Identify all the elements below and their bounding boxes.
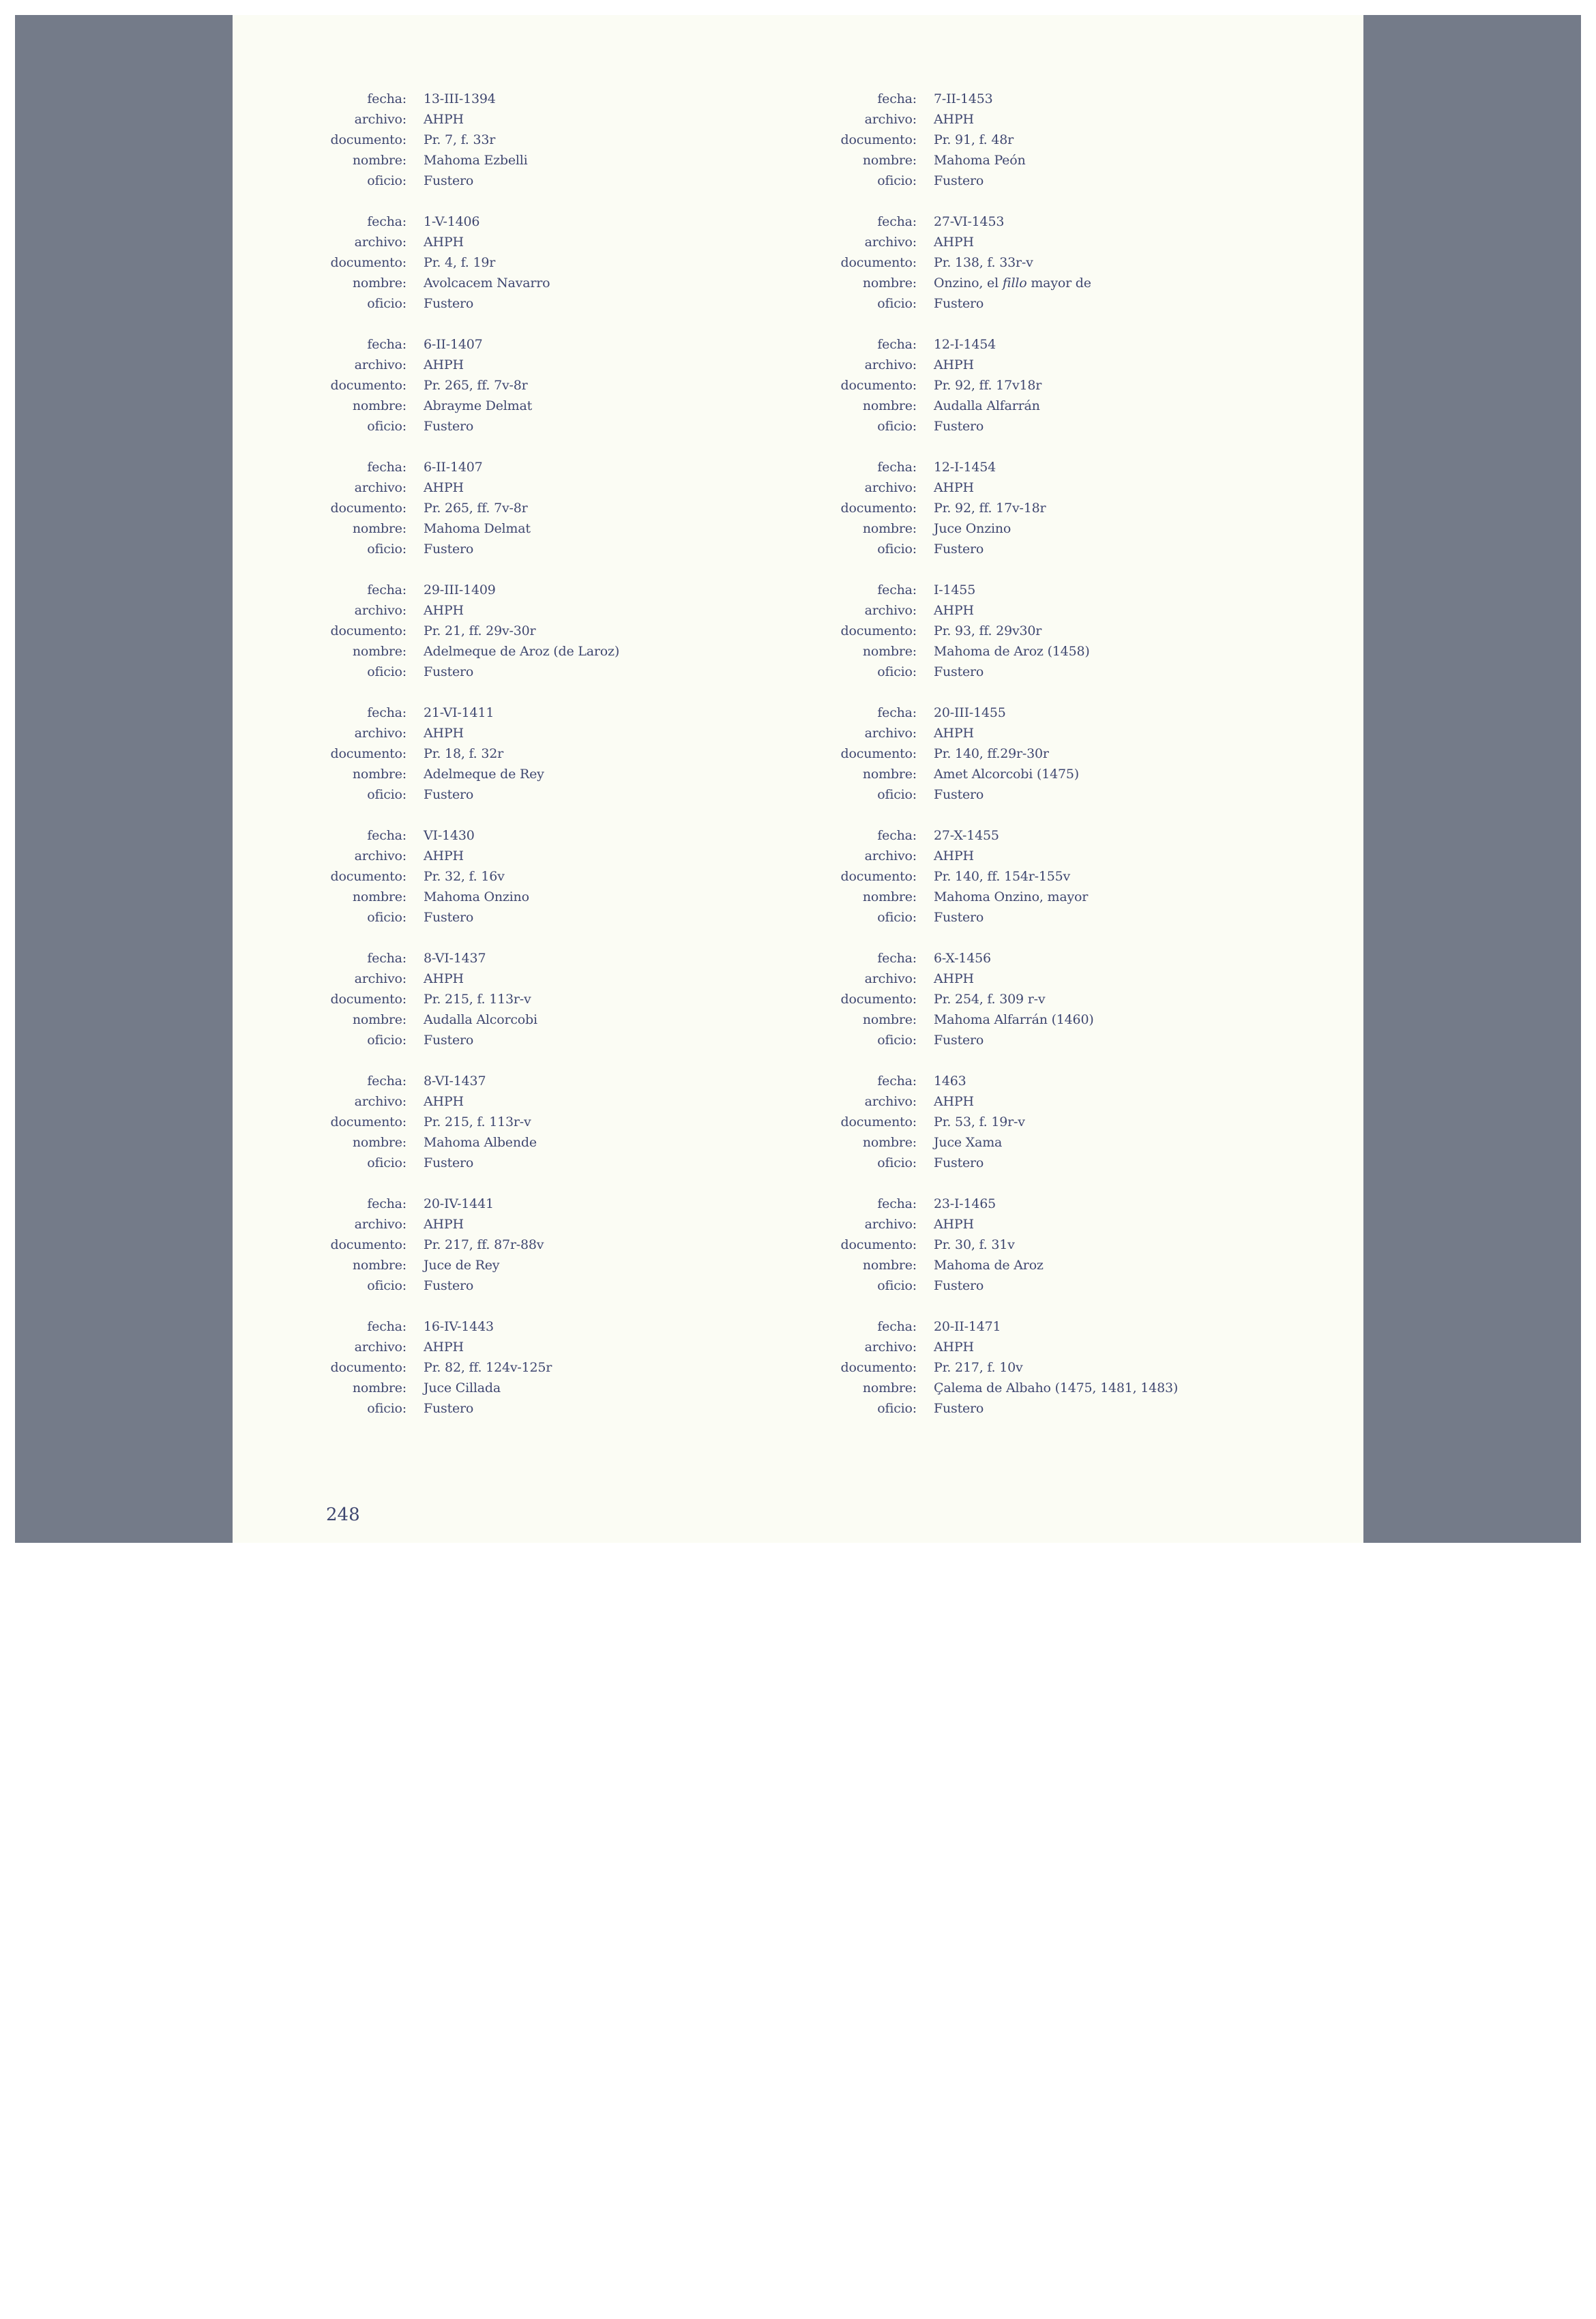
archivo-value: AHPH [424,112,464,127]
nombre-label: nombre: [862,398,917,413]
documento-value: Pr. 217, ff. 87r-88v [424,1237,544,1252]
documento-value: Pr. 140, ff.29r-30r [934,746,1049,761]
oficio-value: Fustero [424,173,474,188]
record-entry [743,1071,1261,1194]
archivo-label: archivo: [354,1340,407,1355]
fecha-label: fecha: [877,582,917,597]
oficio-label: oficio: [877,1155,917,1170]
oficio-label: oficio: [367,787,407,802]
archivo-label: archivo: [354,1094,407,1109]
nombre-label: nombre: [352,644,407,659]
page-number: 248 [326,1505,360,1525]
fecha-label: fecha: [367,460,407,475]
right-column [743,89,1261,1439]
nombre-label: nombre: [352,889,407,904]
nombre-value: Juce Onzino [934,521,1011,536]
oficio-value: Fustero [424,1155,474,1170]
fecha-value: 13-III-1394 [424,91,496,106]
archivo-label: archivo: [864,1217,917,1232]
fecha-label: fecha: [367,1319,407,1334]
documento-value: Pr. 4, f. 19r [424,255,496,270]
oficio-label: oficio: [367,1033,407,1048]
oficio-value: Fustero [424,419,474,434]
fecha-label: fecha: [367,1196,407,1211]
nombre-value: Mahoma Delmat [424,521,531,536]
documento-value: Pr. 265, ff. 7v-8r [424,501,528,516]
nombre-label: nombre: [862,1380,917,1395]
record-entry [233,703,751,825]
documento-label: documento: [840,1360,917,1375]
fecha-value: 20-II-1471 [934,1319,1001,1334]
oficio-value: Fustero [934,542,984,557]
oficio-value: Fustero [934,787,984,802]
record-entry [233,1194,751,1316]
nombre-value: Juce de Rey [424,1258,500,1273]
documento-label: documento: [840,746,917,761]
fecha-value: 16-IV-1443 [424,1319,494,1334]
archivo-label: archivo: [354,235,407,250]
documento-value: Pr. 265, ff. 7v-8r [424,378,528,393]
fecha-label: fecha: [367,337,407,352]
documento-label: documento: [840,1237,917,1252]
documento-label: documento: [840,1114,917,1129]
documento-value: Pr. 32, f. 16v [424,869,505,884]
nombre-value: Mahoma de Aroz [934,1258,1044,1273]
nombre-value: Mahoma Albende [424,1135,537,1150]
oficio-label: oficio: [367,296,407,311]
documento-value: Pr. 138, f. 33r-v [934,255,1033,270]
archivo-value: AHPH [424,357,464,372]
nombre-label: nombre: [352,1135,407,1150]
nombre-label: nombre: [862,767,917,782]
documento-value: Pr. 7, f. 33r [424,132,496,147]
fecha-value: 12-I-1454 [934,337,996,352]
documento-value: Pr. 21, ff. 29v-30r [424,623,536,638]
fecha-value: 8-VI-1437 [424,1074,486,1089]
archivo-label: archivo: [864,603,917,618]
documento-value: Pr. 140, ff. 154r-155v [934,869,1071,884]
record-entry [743,825,1261,948]
fecha-value: 1-V-1406 [424,214,480,229]
nombre-label: nombre: [352,1258,407,1273]
oficio-value: Fustero [934,173,984,188]
documento-label: documento: [330,869,407,884]
archivo-value: AHPH [934,1340,974,1355]
documento-label: documento: [840,378,917,393]
documento-label: documento: [330,1237,407,1252]
nombre-text: mayor de [1026,276,1091,291]
nombre-value: Adelmeque de Aroz (de Laroz) [424,644,620,659]
oficio-value: Fustero [424,1278,474,1293]
oficio-label: oficio: [367,419,407,434]
record-entry [743,334,1261,457]
documento-value: Pr. 215, f. 113r-v [424,992,531,1007]
fecha-value: 1463 [934,1074,966,1089]
documento-label: documento: [330,1360,407,1375]
fecha-label: fecha: [367,828,407,843]
documento-value: Pr. 30, f. 31v [934,1237,1015,1252]
archivo-label: archivo: [864,726,917,741]
archivo-value: AHPH [934,480,974,495]
archivo-value: AHPH [934,357,974,372]
archivo-label: archivo: [864,480,917,495]
nombre-text: Onzino, el [934,276,1003,291]
nombre-value: Mahoma Onzino [424,889,529,904]
archivo-label: archivo: [354,480,407,495]
fecha-label: fecha: [877,460,917,475]
archivo-value: AHPH [424,1094,464,1109]
oficio-value: Fustero [934,910,984,925]
archivo-label: archivo: [864,1340,917,1355]
documento-label: documento: [840,869,917,884]
record-entry [233,211,751,334]
nombre-label: nombre: [352,276,407,291]
record-entry [233,1071,751,1194]
fecha-label: fecha: [877,1319,917,1334]
record-entry [743,1316,1261,1439]
oficio-label: oficio: [877,542,917,557]
documento-label: documento: [330,501,407,516]
record-entry [743,89,1261,211]
archivo-value: AHPH [934,1217,974,1232]
oficio-label: oficio: [877,419,917,434]
documento-label: documento: [330,746,407,761]
documento-value: Pr. 92, ff. 17v-18r [934,501,1046,516]
oficio-value: Fustero [424,787,474,802]
nombre-value: Mahoma Peón [934,153,1026,168]
archivo-label: archivo: [354,357,407,372]
oficio-label: oficio: [877,664,917,679]
documento-label: documento: [840,992,917,1007]
fecha-value: I-1455 [934,582,976,597]
fecha-label: fecha: [367,582,407,597]
archivo-label: archivo: [354,112,407,127]
oficio-label: oficio: [367,542,407,557]
archivo-value: AHPH [934,726,974,741]
fecha-value: 8-VI-1437 [424,951,486,966]
archivo-label: archivo: [354,603,407,618]
documento-value: Pr. 217, f. 10v [934,1360,1023,1375]
fecha-value: 20-IV-1441 [424,1196,494,1211]
archivo-value: AHPH [934,971,974,986]
nombre-value: Mahoma Alfarrán (1460) [934,1012,1094,1027]
fecha-label: fecha: [877,337,917,352]
oficio-label: oficio: [367,1401,407,1416]
record-entry [743,1194,1261,1316]
left-column [233,89,751,1439]
documento-value: Pr. 18, f. 32r [424,746,504,761]
nombre-label: nombre: [862,1135,917,1150]
documento-label: documento: [330,132,407,147]
oficio-value: Fustero [424,910,474,925]
archivo-value: AHPH [424,603,464,618]
documento-label: documento: [840,255,917,270]
archivo-value: AHPH [934,848,974,863]
archivo-label: archivo: [354,971,407,986]
archivo-value: AHPH [934,112,974,127]
archivo-value: AHPH [934,235,974,250]
archivo-label: archivo: [864,971,917,986]
oficio-label: oficio: [367,664,407,679]
oficio-value: Fustero [424,1401,474,1416]
fecha-label: fecha: [877,1074,917,1089]
fecha-value: 21-VI-1411 [424,705,494,720]
record-entry [233,334,751,457]
oficio-value: Fustero [934,419,984,434]
documento-value: Pr. 82, ff. 124v-125r [424,1360,552,1375]
fecha-value: 27-X-1455 [934,828,999,843]
archivo-label: archivo: [354,848,407,863]
oficio-value: Fustero [934,1278,984,1293]
fecha-value: 20-III-1455 [934,705,1006,720]
record-entry [233,457,751,580]
documento-value: Pr. 92, ff. 17v18r [934,378,1042,393]
archivo-value: AHPH [934,1094,974,1109]
record-entry [743,948,1261,1071]
documento-value: Pr. 215, f. 113r-v [424,1114,531,1129]
fecha-value: 6-X-1456 [934,951,991,966]
nombre-italic-text: fillo [1002,276,1027,291]
archivo-label: archivo: [864,357,917,372]
fecha-label: fecha: [367,951,407,966]
documento-label: documento: [330,255,407,270]
nombre-label: nombre: [352,1380,407,1395]
archivo-label: archivo: [864,235,917,250]
oficio-label: oficio: [877,1278,917,1293]
fecha-value: 29-III-1409 [424,582,496,597]
record-entry [233,1316,751,1439]
nombre-value: Amet Alcorcobi (1475) [934,767,1079,782]
documento-label: documento: [840,623,917,638]
record-entry [743,457,1261,580]
oficio-value: Fustero [934,296,984,311]
nombre-value: Abrayme Delmat [424,398,533,413]
documento-value: Pr. 53, f. 19r-v [934,1114,1025,1129]
archivo-value: AHPH [424,480,464,495]
record-entry [233,948,751,1071]
nombre-label: nombre: [352,767,407,782]
documento-label: documento: [330,992,407,1007]
fecha-value: 12-I-1454 [934,460,996,475]
fecha-label: fecha: [877,91,917,106]
archivo-value: AHPH [424,1340,464,1355]
oficio-value: Fustero [934,1155,984,1170]
documento-value: Pr. 254, f. 309 r-v [934,992,1046,1007]
nombre-value [934,273,1261,293]
fecha-label: fecha: [877,214,917,229]
oficio-label: oficio: [877,1401,917,1416]
nombre-value: Audalla Alcorcobi [424,1012,537,1027]
documento-label: documento: [840,501,917,516]
oficio-label: oficio: [877,296,917,311]
fecha-label: fecha: [877,951,917,966]
fecha-value: 27-VI-1453 [934,214,1005,229]
oficio-label: oficio: [367,910,407,925]
oficio-label: oficio: [367,1155,407,1170]
oficio-label: oficio: [877,173,917,188]
nombre-value: Çalema de Albaho (1475, 1481, 1483) [934,1380,1179,1395]
document-page [233,15,1363,1543]
archivo-label: archivo: [864,1094,917,1109]
archivo-label: archivo: [864,848,917,863]
nombre-label: nombre: [862,1012,917,1027]
fecha-label: fecha: [367,705,407,720]
documento-label: documento: [840,132,917,147]
documento-value: Pr. 93, ff. 29v30r [934,623,1042,638]
archivo-value: AHPH [424,726,464,741]
archivo-label: archivo: [864,112,917,127]
fecha-label: fecha: [367,214,407,229]
oficio-label: oficio: [877,910,917,925]
nombre-value: Mahoma Onzino, mayor [934,889,1089,904]
documento-label: documento: [330,623,407,638]
record-entry [743,703,1261,825]
fecha-value: 7-II-1453 [934,91,993,106]
documento-label: documento: [330,378,407,393]
archivo-value: AHPH [424,235,464,250]
nombre-value: Juce Cillada [424,1380,501,1395]
oficio-label: oficio: [877,1033,917,1048]
fecha-label: fecha: [877,1196,917,1211]
nombre-label: nombre: [862,276,917,291]
record-entry [743,211,1261,334]
nombre-label: nombre: [352,153,407,168]
nombre-label: nombre: [862,644,917,659]
archivo-label: archivo: [354,726,407,741]
oficio-value: Fustero [424,1033,474,1048]
archivo-value: AHPH [424,1217,464,1232]
nombre-value: Adelmeque de Rey [424,767,544,782]
oficio-label: oficio: [367,1278,407,1293]
record-entry [233,825,751,948]
oficio-value: Fustero [424,542,474,557]
record-entry [233,89,751,211]
fecha-value: 6-II-1407 [424,460,483,475]
fecha-value: 23-I-1465 [934,1196,996,1211]
nombre-label: nombre: [862,889,917,904]
fecha-value: VI-1430 [424,828,475,843]
oficio-label: oficio: [367,173,407,188]
nombre-label: nombre: [862,521,917,536]
nombre-value: Mahoma Ezbelli [424,153,528,168]
oficio-value: Fustero [424,664,474,679]
record-entry [743,580,1261,703]
archivo-label: archivo: [354,1217,407,1232]
oficio-label: oficio: [877,787,917,802]
nombre-label: nombre: [352,521,407,536]
nombre-label: nombre: [862,153,917,168]
archivo-value: AHPH [424,971,464,986]
nombre-label: nombre: [862,1258,917,1273]
oficio-value: Fustero [934,1401,984,1416]
oficio-value: Fustero [934,1033,984,1048]
archivo-value: AHPH [424,848,464,863]
fecha-label: fecha: [367,1074,407,1089]
documento-label: documento: [330,1114,407,1129]
nombre-label: nombre: [352,398,407,413]
record-entry [233,580,751,703]
archivo-value: AHPH [934,603,974,618]
nombre-value: Audalla Alfarrán [934,398,1040,413]
documento-value: Pr. 91, f. 48r [934,132,1014,147]
oficio-value: Fustero [424,296,474,311]
nombre-label: nombre: [352,1012,407,1027]
fecha-label: fecha: [877,705,917,720]
nombre-value: Juce Xama [934,1135,1003,1150]
fecha-label: fecha: [877,828,917,843]
fecha-value: 6-II-1407 [424,337,483,352]
oficio-value: Fustero [934,664,984,679]
nombre-value: Mahoma de Aroz (1458) [934,644,1090,659]
nombre-value: Avolcacem Navarro [424,276,550,291]
fecha-label: fecha: [367,91,407,106]
